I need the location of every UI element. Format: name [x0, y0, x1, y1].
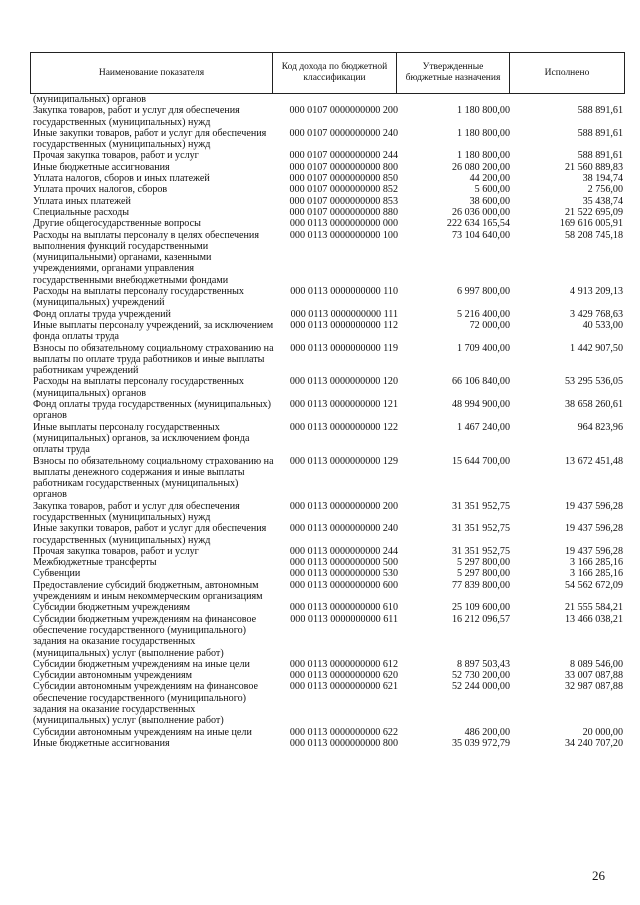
row-approved — [400, 94, 510, 105]
table-row — [32, 738, 624, 749]
row-code: 000 0113 0000000000 600 — [289, 579, 398, 591]
row-executed: 32 987 087,88 — [564, 681, 623, 693]
row-approved: 1 467 240,00 — [457, 421, 510, 433]
table-row — [32, 568, 624, 579]
row-executed: 2 756,00 — [587, 184, 623, 196]
row-name: (муниципальных) органов — [33, 94, 147, 105]
row-approved: 35 039 972,79 — [451, 737, 510, 749]
row-code: 000 0107 0000000000 800 — [289, 161, 398, 173]
table-row — [32, 230, 624, 286]
row-code: 000 0107 0000000000 240 — [289, 127, 398, 139]
row-name: Фонд оплаты труда учреждений — [33, 308, 171, 320]
row-executed: 54 562 672,09 — [564, 579, 623, 591]
row-name: Уплата налогов, сборов и иных платежей — [33, 173, 210, 185]
row-code: 000 0107 0000000000 880 — [289, 206, 398, 218]
row-code: 000 0113 0000000000 621 — [289, 681, 398, 693]
row-approved: 1 180 800,00 — [457, 150, 510, 162]
row-code: 000 0113 0000000000 622 — [289, 726, 398, 738]
row-code: 000 0113 0000000000 100 — [289, 229, 398, 241]
header-approved: Утвержденные бюджетные назначения — [397, 53, 510, 94]
row-code: 000 0113 0000000000 610 — [289, 602, 398, 614]
table-row — [32, 727, 624, 738]
row-executed: 19 437 596,28 — [564, 545, 623, 557]
page-number: 26 — [592, 868, 605, 883]
row-name: Взносы по обязательному социальному страхованию на выплаты денежного содержания и иные выплаты работникам государственных (муниципальных) органов — [33, 455, 274, 501]
row-executed: 38 194,74 — [582, 173, 623, 185]
row-executed: 588 891,61 — [577, 127, 623, 139]
row-approved: 16 212 096,57 — [451, 613, 510, 625]
row-name: Уплата иных платежей — [33, 195, 131, 207]
table-row — [32, 184, 624, 195]
row-executed: 21 522 695,09 — [564, 206, 623, 218]
row-name: Взносы по обязательному социальному страхованию на выплаты по оплате труда работников и иные выплаты работникам учреждений — [33, 342, 274, 377]
row-code: 000 0113 0000000000 620 — [289, 670, 398, 682]
table-row — [32, 196, 624, 207]
row-executed: 53 295 536,05 — [564, 376, 623, 388]
row-executed: 1 442 907,50 — [570, 342, 623, 354]
row-executed: 33 007 087,88 — [564, 670, 623, 682]
row-executed: 13 672 451,48 — [564, 455, 623, 467]
row-code: 000 0113 0000000000 240 — [289, 523, 398, 535]
row-executed: 20 000,00 — [582, 726, 623, 738]
row-approved: 52 244 000,00 — [451, 681, 510, 693]
row-executed: 964 823,96 — [577, 421, 623, 433]
row-executed: 588 891,61 — [577, 105, 623, 117]
table-row — [32, 580, 624, 603]
table-row — [32, 456, 624, 501]
table-row — [32, 207, 624, 218]
row-executed: 3 429 768,63 — [570, 308, 623, 320]
row-approved: 26 080 200,00 — [451, 161, 510, 173]
row-code: 000 0113 0000000000 120 — [289, 376, 398, 388]
row-approved: 1 180 800,00 — [457, 127, 510, 139]
table-row — [32, 173, 624, 184]
row-name: Субсидии автономным учреждениям — [33, 670, 193, 682]
row-executed: 21 560 889,83 — [564, 161, 623, 173]
table-header — [30, 52, 625, 94]
row-approved: 486 200,00 — [464, 726, 510, 738]
row-approved: 31 351 952,75 — [451, 545, 510, 557]
table-row — [32, 602, 624, 613]
row-executed: 19 437 596,28 — [564, 500, 623, 512]
row-code: 000 0113 0000000000 530 — [289, 568, 398, 580]
table-row — [32, 546, 624, 557]
row-name: Закупка товаров, работ и услуг для обеспечения государственных (муниципальных) нужд — [33, 105, 240, 128]
row-approved: 222 634 165,54 — [446, 218, 510, 230]
row-approved: 1 709 400,00 — [457, 342, 510, 354]
row-name: Субсидии бюджетным учреждениям на финансовое обеспечение государственного (муниципального) задания на оказание государственных (муниципальных) услуг (выполнение работ) — [33, 613, 257, 659]
row-code: 000 0113 0000000000 500 — [289, 557, 398, 569]
table-row — [32, 399, 624, 422]
row-approved: 44 200,00 — [469, 173, 510, 185]
table-row — [32, 309, 624, 320]
row-name: Субсидии бюджетным учреждениям — [33, 602, 191, 614]
row-approved: 5 216 400,00 — [457, 308, 510, 320]
row-code: 000 0113 0000000000 121 — [289, 399, 398, 411]
row-code: 000 0113 0000000000 122 — [289, 421, 398, 433]
header-name: Наименование показателя — [31, 53, 273, 94]
row-approved: 1 180 800,00 — [457, 105, 510, 117]
row-executed: 19 437 596,28 — [564, 523, 623, 535]
row-code: 000 0107 0000000000 244 — [289, 150, 398, 162]
row-name: Межбюджетные трансферты — [33, 557, 157, 569]
row-code — [274, 94, 400, 105]
row-name: Иные закупки товаров, работ и услуг для обеспечения государственных (муниципальных) нужд — [33, 523, 267, 546]
row-approved: 72 000,00 — [469, 319, 510, 331]
row-name: Субсидии автономным учреждениям на финансовое обеспечение государственного (муниципального) задания на оказание государственных (муниципальных) услуг (выполнение работ) — [33, 681, 259, 727]
row-name: Расходы на выплаты персоналу государственных (муниципальных) учреждений — [33, 286, 244, 309]
row-code: 000 0113 0000000000 112 — [290, 319, 398, 331]
row-code: 000 0113 0000000000 244 — [289, 545, 398, 557]
table-row — [32, 670, 624, 681]
row-executed: 169 616 005,91 — [559, 218, 623, 230]
row-executed: 8 089 546,00 — [570, 658, 623, 670]
table-row — [32, 218, 624, 229]
row-name: Субсидии бюджетным учреждениям на иные цели — [33, 658, 250, 670]
row-name: Иные выплаты персоналу учреждений, за исключением фонда оплаты труда — [33, 319, 274, 343]
row-code: 000 0113 0000000000 111 — [290, 308, 398, 320]
row-approved: 31 351 952,75 — [451, 500, 510, 512]
row-approved: 48 994 900,00 — [451, 399, 510, 411]
row-approved: 52 730 200,00 — [451, 670, 510, 682]
table-row — [32, 105, 624, 128]
table-row — [32, 681, 624, 726]
table-row — [32, 376, 624, 399]
table-row — [32, 128, 624, 151]
row-name: Расходы на выплаты персоналу в целях обеспечения выполнения функций государственными (муниципальными) органами, казенными учреждениями, органами управления государственными внебюджетными фондами — [33, 229, 259, 286]
table-body — [32, 94, 624, 749]
row-name: Субвенции — [33, 568, 81, 580]
row-name: Уплата прочих налогов, сборов — [33, 184, 168, 196]
table-row — [32, 343, 624, 377]
table-row — [32, 557, 624, 568]
row-code: 000 0107 0000000000 200 — [289, 105, 398, 117]
row-code: 000 0113 0000000000 800 — [289, 737, 398, 749]
table-row — [32, 94, 624, 105]
row-code: 000 0107 0000000000 852 — [289, 184, 398, 196]
row-approved: 73 104 640,00 — [451, 229, 510, 241]
row-name: Предоставление субсидий бюджетным, автономным учреждениям и иным некоммерческим организациям — [33, 579, 263, 603]
table-row — [32, 286, 624, 309]
row-code: 000 0113 0000000000 119 — [290, 342, 398, 354]
row-code: 000 0113 0000000000 611 — [290, 613, 398, 625]
header-executed: Исполнено — [510, 53, 625, 94]
row-approved: 25 109 600,00 — [451, 602, 510, 614]
table-row — [32, 614, 624, 659]
row-name: Иные закупки товаров, работ и услуг для обеспечения государственных (муниципальных) нужд — [33, 127, 267, 151]
row-approved: 15 644 700,00 — [451, 455, 510, 467]
row-name: Иные выплаты персоналу государственных (муниципальных) органов, за исключением фонда оплаты труда — [33, 421, 250, 456]
table-row — [32, 422, 624, 456]
row-executed: 58 208 745,18 — [564, 229, 623, 241]
row-approved: 38 600,00 — [469, 195, 510, 207]
row-name: Фонд оплаты труда государственных (муниципальных) органов — [33, 399, 271, 422]
row-executed: 3 166 285,16 — [570, 557, 623, 569]
row-approved: 31 351 952,75 — [451, 523, 510, 535]
row-approved: 26 036 000,00 — [451, 206, 510, 218]
row-name: Прочая закупка товаров, работ и услуг — [33, 545, 199, 557]
row-name: Субсидии автономным учреждениям на иные цели — [33, 726, 252, 738]
row-executed: 13 466 038,21 — [564, 613, 623, 625]
row-code: 000 0113 0000000000 200 — [289, 500, 398, 512]
header-code: Код дохода по бюджетной классификации — [273, 53, 397, 94]
row-executed: 40 533,00 — [582, 319, 623, 331]
row-name: Иные бюджетные ассигнования — [33, 161, 170, 173]
row-approved: 66 106 840,00 — [451, 376, 510, 388]
table-row — [32, 523, 624, 546]
row-executed: 34 240 707,20 — [564, 737, 623, 749]
row-code: 000 0113 0000000000 129 — [289, 455, 398, 467]
row-code: 000 0107 0000000000 850 — [289, 173, 398, 185]
row-executed — [510, 94, 623, 105]
row-executed: 38 658 260,61 — [564, 399, 623, 411]
row-name: Другие общегосударственные вопросы — [33, 218, 201, 230]
row-code: 000 0113 0000000000 110 — [290, 286, 398, 298]
table-row — [32, 501, 624, 524]
row-approved: 5 297 800,00 — [457, 568, 510, 580]
row-name: Прочая закупка товаров, работ и услуг — [33, 150, 199, 162]
row-approved: 6 997 800,00 — [457, 286, 510, 298]
row-approved: 5 600,00 — [474, 184, 510, 196]
table-row — [32, 150, 624, 161]
row-name: Специальные расходы — [33, 206, 130, 218]
row-code: 000 0113 0000000000 612 — [289, 658, 398, 670]
row-approved: 8 897 503,43 — [457, 658, 510, 670]
table-row — [32, 320, 624, 343]
table-row — [32, 162, 624, 173]
row-executed: 3 166 285,16 — [570, 568, 623, 580]
row-code: 000 0113 0000000000 000 — [289, 218, 398, 230]
row-approved: 77 839 800,00 — [451, 579, 510, 591]
row-executed: 35 438,74 — [582, 195, 623, 207]
row-executed: 588 891,61 — [577, 150, 623, 162]
row-approved: 5 297 800,00 — [457, 557, 510, 569]
row-name: Закупка товаров, работ и услуг для обеспечения государственных (муниципальных) нужд — [33, 500, 240, 523]
row-code: 000 0107 0000000000 853 — [289, 195, 398, 207]
row-executed: 4 913 209,13 — [570, 286, 623, 298]
table-row — [32, 659, 624, 670]
row-executed: 21 555 584,21 — [564, 602, 623, 614]
row-name: Расходы на выплаты персоналу государственных (муниципальных) органов — [33, 376, 244, 399]
row-name: Иные бюджетные ассигнования — [33, 737, 170, 749]
